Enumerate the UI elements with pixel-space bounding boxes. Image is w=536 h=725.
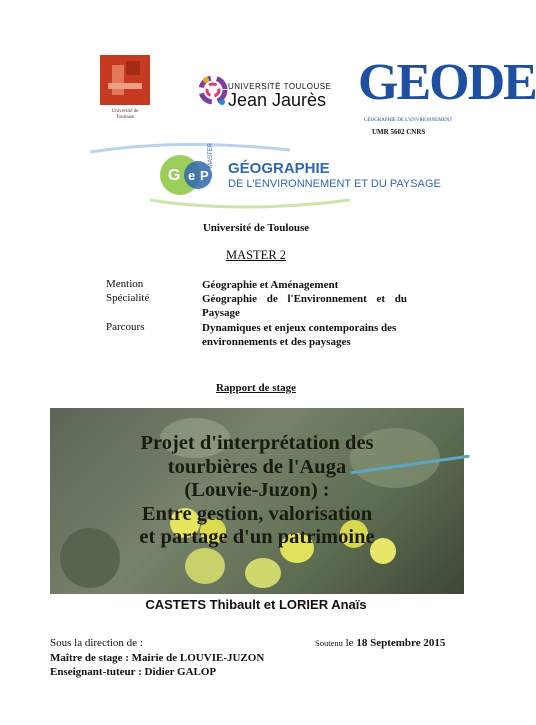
defense-date-line bbox=[315, 637, 445, 649]
logo-ut1-graphic bbox=[100, 55, 150, 105]
specialite-value: Géographie de l'Environnement et du Paysage bbox=[202, 293, 407, 319]
svg-text:e: e bbox=[188, 168, 196, 183]
report-title bbox=[50, 432, 464, 550]
report-title-line-4: Entre gestion, valorisation bbox=[141, 502, 373, 525]
banner-master-tag: MASTER bbox=[208, 142, 214, 168]
banner-master-title: GÉOGRAPHIE bbox=[228, 160, 330, 177]
banner-master-subtitle: DE L'ENVIRONNEMENT ET DU PAYSAGE bbox=[228, 178, 441, 190]
logo-jj-name: Jean Jaurès bbox=[228, 90, 327, 110]
jean-jaures-emblem-icon bbox=[198, 70, 228, 114]
degree-title: MASTER 2 bbox=[225, 248, 287, 262]
specialite-label: Spécialité bbox=[106, 292, 150, 304]
logo-geode-wordmark: GEODE bbox=[358, 54, 536, 111]
authors: CASTETS Thibault et LORIER Anaïs bbox=[145, 597, 367, 612]
logo-jj-university: UNIVERSITÉ TOULOUSE bbox=[228, 82, 332, 91]
report-title-line-1: Projet d'interprétation des bbox=[140, 432, 374, 454]
logo-jean-jaures bbox=[198, 68, 338, 112]
report-title-line-5: et partage d'un patrimoine bbox=[139, 526, 375, 548]
defense-connector: le bbox=[342, 637, 357, 649]
logo-geode-umr: UMR 5602 CNRS bbox=[372, 128, 426, 136]
internship-supervisor: Maître de stage : Mairie de LOUVIE-JUZON bbox=[50, 652, 265, 664]
logo-ut1-mark bbox=[100, 55, 150, 105]
svg-text:P: P bbox=[200, 168, 209, 183]
banner-master-geographie bbox=[90, 140, 441, 210]
logo-ut1 bbox=[100, 55, 150, 125]
defense-prefix: Soutenu bbox=[315, 638, 343, 648]
defense-date: 18 Septembre 2015 bbox=[356, 637, 446, 649]
university-name: Université de Toulouse bbox=[202, 222, 310, 234]
svg-text:G: G bbox=[168, 167, 181, 184]
report-title-line-2: tourbières de l'Auga bbox=[167, 455, 347, 478]
parcours-label: Parcours bbox=[106, 321, 145, 333]
direction-label: Sous la direction de : bbox=[50, 637, 143, 649]
mention-label: Mention bbox=[106, 278, 144, 290]
logo-geode-subtitle: GÉOGRAPHIE DE L'ENVIRONNEMENT bbox=[364, 118, 453, 123]
report-title-line-3: (Louvie-Juzon) : bbox=[184, 479, 330, 501]
parcours-value: Dynamiques et enjeux contemporains des environnements et des paysages bbox=[202, 322, 397, 348]
mention-value: Géographie et Aménagement bbox=[202, 279, 339, 291]
logo-ut1-label: Université de Toulouse bbox=[111, 109, 139, 120]
academic-tutor: Enseignant-tuteur : Didier GALOP bbox=[50, 666, 217, 678]
report-type: Rapport de stage bbox=[215, 382, 297, 394]
logo-geode bbox=[358, 48, 536, 140]
